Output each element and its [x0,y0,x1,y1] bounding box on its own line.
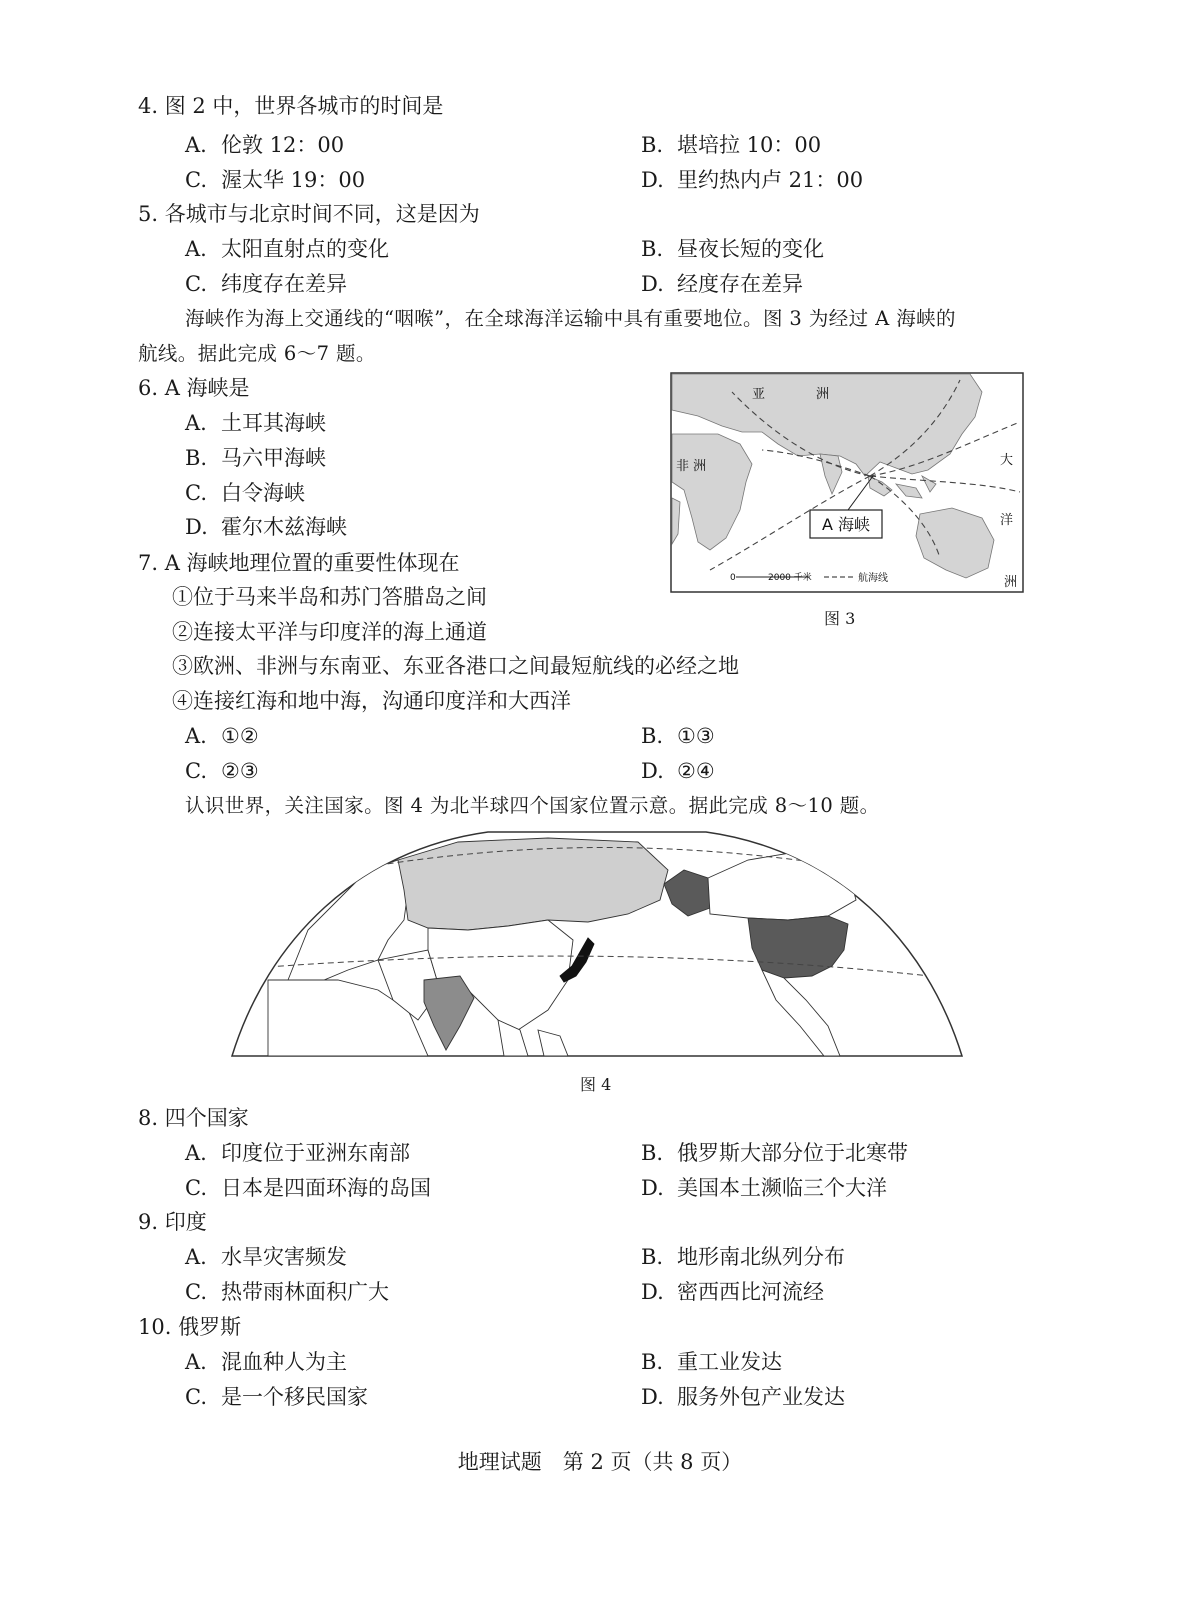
intro-6-7-line1: 海峡作为海上交通线的“咽喉”，在全球海洋运输中具有重要地位。图 3 为经过 A 海峡的 [185,307,956,330]
label-asia-1: 亚 [752,387,766,402]
q8-option-b[interactable] [641,1139,908,1167]
q4-option-a[interactable] [185,131,344,159]
q7-option-a[interactable] [185,722,259,750]
option-text: 水旱灾害频发 [221,1245,347,1269]
option-text: ②③ [221,759,259,783]
option-text: 混血种人为主 [221,1350,347,1374]
option-letter: A. [185,237,207,261]
option-text: 渥太华 19：00 [221,168,366,192]
option-letter: D. [641,272,664,296]
option-letter: C. [185,1176,207,1200]
label-oceania-2: 洋 [1000,513,1014,528]
option-letter: D. [641,168,664,192]
q6-option-d[interactable] [185,513,347,541]
label-oceania-3: 洲 [1004,575,1018,590]
option-text: 重工业发达 [677,1350,782,1374]
option-text: 热带雨林面积广大 [221,1280,389,1304]
q10-option-b[interactable] [641,1348,782,1376]
q5-option-a[interactable] [185,235,389,263]
option-text: ①③ [677,724,715,748]
option-letter: C. [185,1385,207,1409]
option-text: 伦敦 12：00 [221,133,345,157]
q10-option-c[interactable] [185,1383,368,1411]
option-text: 霍尔木兹海峡 [221,515,347,539]
option-letter: D. [641,759,664,783]
option-text: 是一个移民国家 [221,1385,368,1409]
option-letter: A. [185,411,207,435]
q4-stem: 4. 图 2 中，世界各城市的时间是 [138,94,444,118]
option-text: 马六甲海峡 [221,446,326,470]
option-letter: B. [641,133,664,157]
q7-stem: 7. A 海峡地理位置的重要性体现在 [138,551,460,575]
page-footer: 地理试题 第 2 页（共 8 页） [457,1450,743,1474]
q8-option-c[interactable] [185,1174,431,1202]
option-text: 经度存在差异 [677,272,803,296]
q10-option-a[interactable] [185,1348,347,1376]
q4-option-b[interactable] [641,131,821,159]
option-text: 太阳直射点的变化 [221,237,389,261]
q9-stem: 9. 印度 [138,1210,207,1234]
option-text: 俄罗斯大部分位于北寒带 [677,1141,908,1165]
q6-stem: 6. A 海峡是 [138,376,250,400]
q8-option-d[interactable] [641,1174,887,1202]
option-letter: A. [185,724,207,748]
option-letter: B. [185,446,208,470]
option-text: 里约热内卢 21：00 [677,168,864,192]
q6-option-b[interactable] [185,444,326,472]
option-text: 堪培拉 10：00 [677,133,822,157]
q5-stem: 5. 各城市与北京时间不同，这是因为 [138,202,480,226]
option-letter: C. [185,168,207,192]
q8-stem: 8. 四个国家 [138,1106,249,1130]
option-text: ①② [221,724,259,748]
q10-option-d[interactable] [641,1383,845,1411]
q9-option-d[interactable] [641,1278,824,1306]
label-asia-2: 洲 [816,387,830,402]
option-letter: B. [641,1141,664,1165]
q4-option-c[interactable] [185,166,365,194]
figure3-caption: 图 3 [824,609,856,628]
legend-route-label: 航海线 [858,573,888,584]
q7-statement-3: ③欧洲、非洲与东南亚、东亚各港口之间最短航线的必经之地 [172,654,739,678]
q4-option-d[interactable] [641,166,863,194]
option-letter: D. [641,1176,664,1200]
q5-option-c[interactable] [185,270,347,298]
q7-statement-1: ①位于马来半岛和苏门答腊岛之间 [172,585,487,609]
scale-zero: 0 [730,573,736,583]
option-letter: C. [185,272,207,296]
option-letter: C. [185,1280,207,1304]
option-text: 白令海峡 [221,481,305,505]
option-text: 密西西比河流经 [677,1280,824,1304]
q7-option-c[interactable] [185,757,259,785]
q7-statement-4: ④连接红海和地中海，沟通印度洋和大西洋 [172,689,571,713]
option-text: ②④ [677,759,715,783]
option-letter: A. [185,133,207,157]
option-text: 土耳其海峡 [221,411,326,435]
q9-option-b[interactable] [641,1243,845,1271]
q9-option-c[interactable] [185,1278,389,1306]
option-letter: C. [185,481,207,505]
option-letter: B. [641,1350,664,1374]
q7-statement-2: ②连接太平洋与印度洋的海上通道 [172,620,487,644]
q6-option-a[interactable] [185,409,326,437]
option-letter: A. [185,1141,207,1165]
option-text: 日本是四面环海的岛国 [221,1176,431,1200]
intro-6-7-line2: 航线。据此完成 6～7 题。 [138,342,376,365]
option-text: 地形南北纵列分布 [677,1245,845,1269]
figure4-caption: 图 4 [580,1075,612,1094]
q6-option-c[interactable] [185,479,305,507]
option-letter: A. [185,1245,207,1269]
option-text: 服务外包产业发达 [677,1385,845,1409]
option-letter: C. [185,759,207,783]
strait-label: A 海峡 [821,515,871,534]
option-letter: A. [185,1350,207,1374]
q5-option-b[interactable] [641,235,824,263]
option-text: 昼夜长短的变化 [677,237,824,261]
label-oceania-1: 大 [1000,453,1014,468]
label-africa: 非 洲 [676,459,707,474]
option-letter: D. [185,515,208,539]
q7-option-d[interactable] [641,757,715,785]
q5-option-d[interactable] [641,270,803,298]
option-text: 美国本土濒临三个大洋 [677,1176,887,1200]
option-letter: B. [641,237,664,261]
q7-option-b[interactable] [641,722,715,750]
option-text: 印度位于亚洲东南部 [221,1141,410,1165]
option-text: 纬度存在差异 [221,272,347,296]
option-letter: B. [641,724,664,748]
intro-8-10: 认识世界，关注国家。图 4 为北半球四个国家位置示意。据此完成 8～10 题。 [185,794,880,817]
q10-stem: 10. 俄罗斯 [138,1315,242,1339]
option-letter: B. [641,1245,664,1269]
figure3-map [670,372,1024,593]
option-letter: D. [641,1385,664,1409]
q8-option-a[interactable] [185,1139,410,1167]
q9-option-a[interactable] [185,1243,347,1271]
scale-text: 2000 千米 [768,573,812,583]
figure4-map [228,830,966,1060]
option-letter: D. [641,1280,664,1304]
